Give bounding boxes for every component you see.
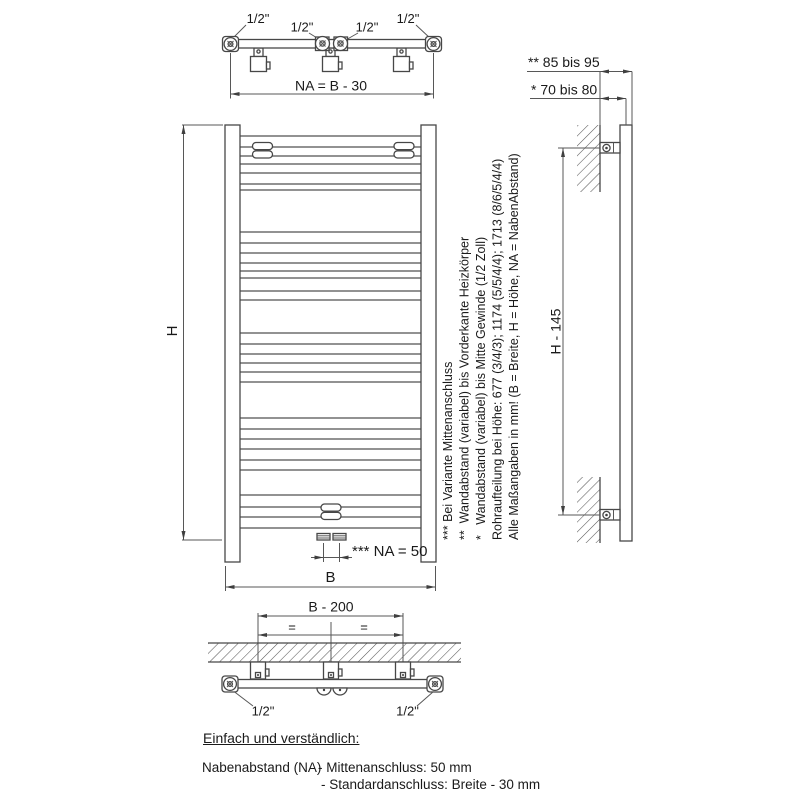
front-view — [164, 125, 436, 591]
bracket-width-dimension-label: B - 200 — [308, 598, 354, 615]
bottom-bar — [237, 680, 428, 689]
wall-front-dimension-label: ** 85 bis 95 — [528, 54, 600, 70]
footer-term: Nabenabstand (NA) — [202, 760, 322, 775]
note-line-1: Alle Maßangaben in mm! (B = Breite, H = Höhe, NA = NabenAbstand) — [507, 153, 521, 540]
top-conn-label-inner-right: 1/2" — [355, 19, 379, 35]
top-conn-label-inner-left: 1/2" — [290, 19, 314, 35]
hub-dimension-label: NA = B - 30 — [295, 77, 367, 94]
side-bracket-top — [600, 143, 620, 154]
equal-right-label: = — [360, 619, 368, 635]
note-line-3: * Wandabstand (variabel) bis Mitte Gewinde (1/2 Zoll) — [474, 236, 488, 540]
bottom-conn-label-right: 1/2" — [396, 703, 419, 719]
bottom-conn-label-left: 1/2" — [251, 703, 275, 719]
top-end-fitting-left — [223, 37, 239, 52]
leader-line — [234, 692, 253, 707]
top-bar — [228, 40, 433, 49]
wall-section-bottom — [577, 477, 600, 543]
wall-clip — [253, 151, 273, 158]
bracket-span-dimension-label: H - 145 — [547, 308, 564, 355]
bottom-wall-section — [208, 643, 461, 662]
top-conn-label-outer-left: 1/2" — [246, 11, 270, 26]
top-wall-bracket — [323, 48, 343, 72]
height-dimension — [182, 125, 224, 540]
wall-clip — [321, 504, 341, 511]
left-tube — [225, 125, 240, 562]
side-view — [527, 54, 632, 543]
bottom-stub-right — [333, 534, 346, 541]
width-dimension-label: B — [325, 569, 336, 586]
connection-dot — [323, 689, 325, 691]
wall-thread-dimension-label: * 70 bis 80 — [531, 81, 598, 98]
bottom-wall-bracket — [324, 662, 343, 679]
right-tube — [421, 125, 436, 562]
wall-section-top — [577, 125, 600, 192]
top-middle-fitting-right — [334, 37, 348, 51]
wall-clip — [394, 143, 414, 150]
top-middle-fitting-left — [316, 37, 330, 51]
bottom-wall-bracket — [396, 662, 415, 679]
top-wall-bracket — [394, 48, 414, 72]
bracket-width-dimension — [258, 614, 403, 618]
bottom-view — [208, 599, 461, 719]
footer-item-1: - Mittenanschluss: 50 mm — [318, 760, 472, 775]
footer-item-2: - Standardanschluss: Breite - 30 mm — [321, 777, 541, 792]
rung-lines — [240, 136, 421, 528]
notes-block — [441, 153, 521, 540]
wall-clip — [321, 512, 341, 519]
radiator-profile — [620, 125, 632, 541]
bottom-stub-left — [317, 534, 330, 541]
note-line-2: Rohraufteilung bei Höhe: 677 (3/4/3); 1174 (5/5/4/4); 1713 (8/6/5/4/4) — [490, 158, 505, 540]
side-bracket-bottom — [600, 510, 620, 521]
center-connection-dimension — [311, 543, 352, 562]
note-line-4: ** Wandabstand (variabel) bis Vorderkante Heizkörper — [457, 236, 472, 540]
height-dimension-label: H — [164, 325, 181, 337]
top-wall-bracket — [251, 48, 271, 72]
bottom-end-fitting-left — [222, 676, 238, 692]
top-end-fitting-right — [426, 37, 442, 52]
bracket-span-dimension — [558, 148, 600, 515]
bottom-wall-bracket — [251, 662, 270, 679]
top-conn-label-outer-right: 1/2" — [396, 11, 420, 26]
center-connection-label: *** NA = 50 — [352, 543, 428, 560]
equal-left-label: = — [288, 619, 296, 635]
wall-clip — [253, 143, 273, 150]
leader-line — [417, 692, 434, 707]
wall-thread-dimension — [530, 97, 626, 126]
connection-dot — [339, 689, 341, 691]
wall-clip — [394, 151, 414, 158]
top-view — [223, 11, 442, 99]
note-line-5: *** Bei Variante Mittenanschluss — [441, 361, 455, 540]
bottom-end-fitting-right — [427, 676, 443, 692]
footer-heading: Einfach und verständlich: — [203, 730, 360, 746]
